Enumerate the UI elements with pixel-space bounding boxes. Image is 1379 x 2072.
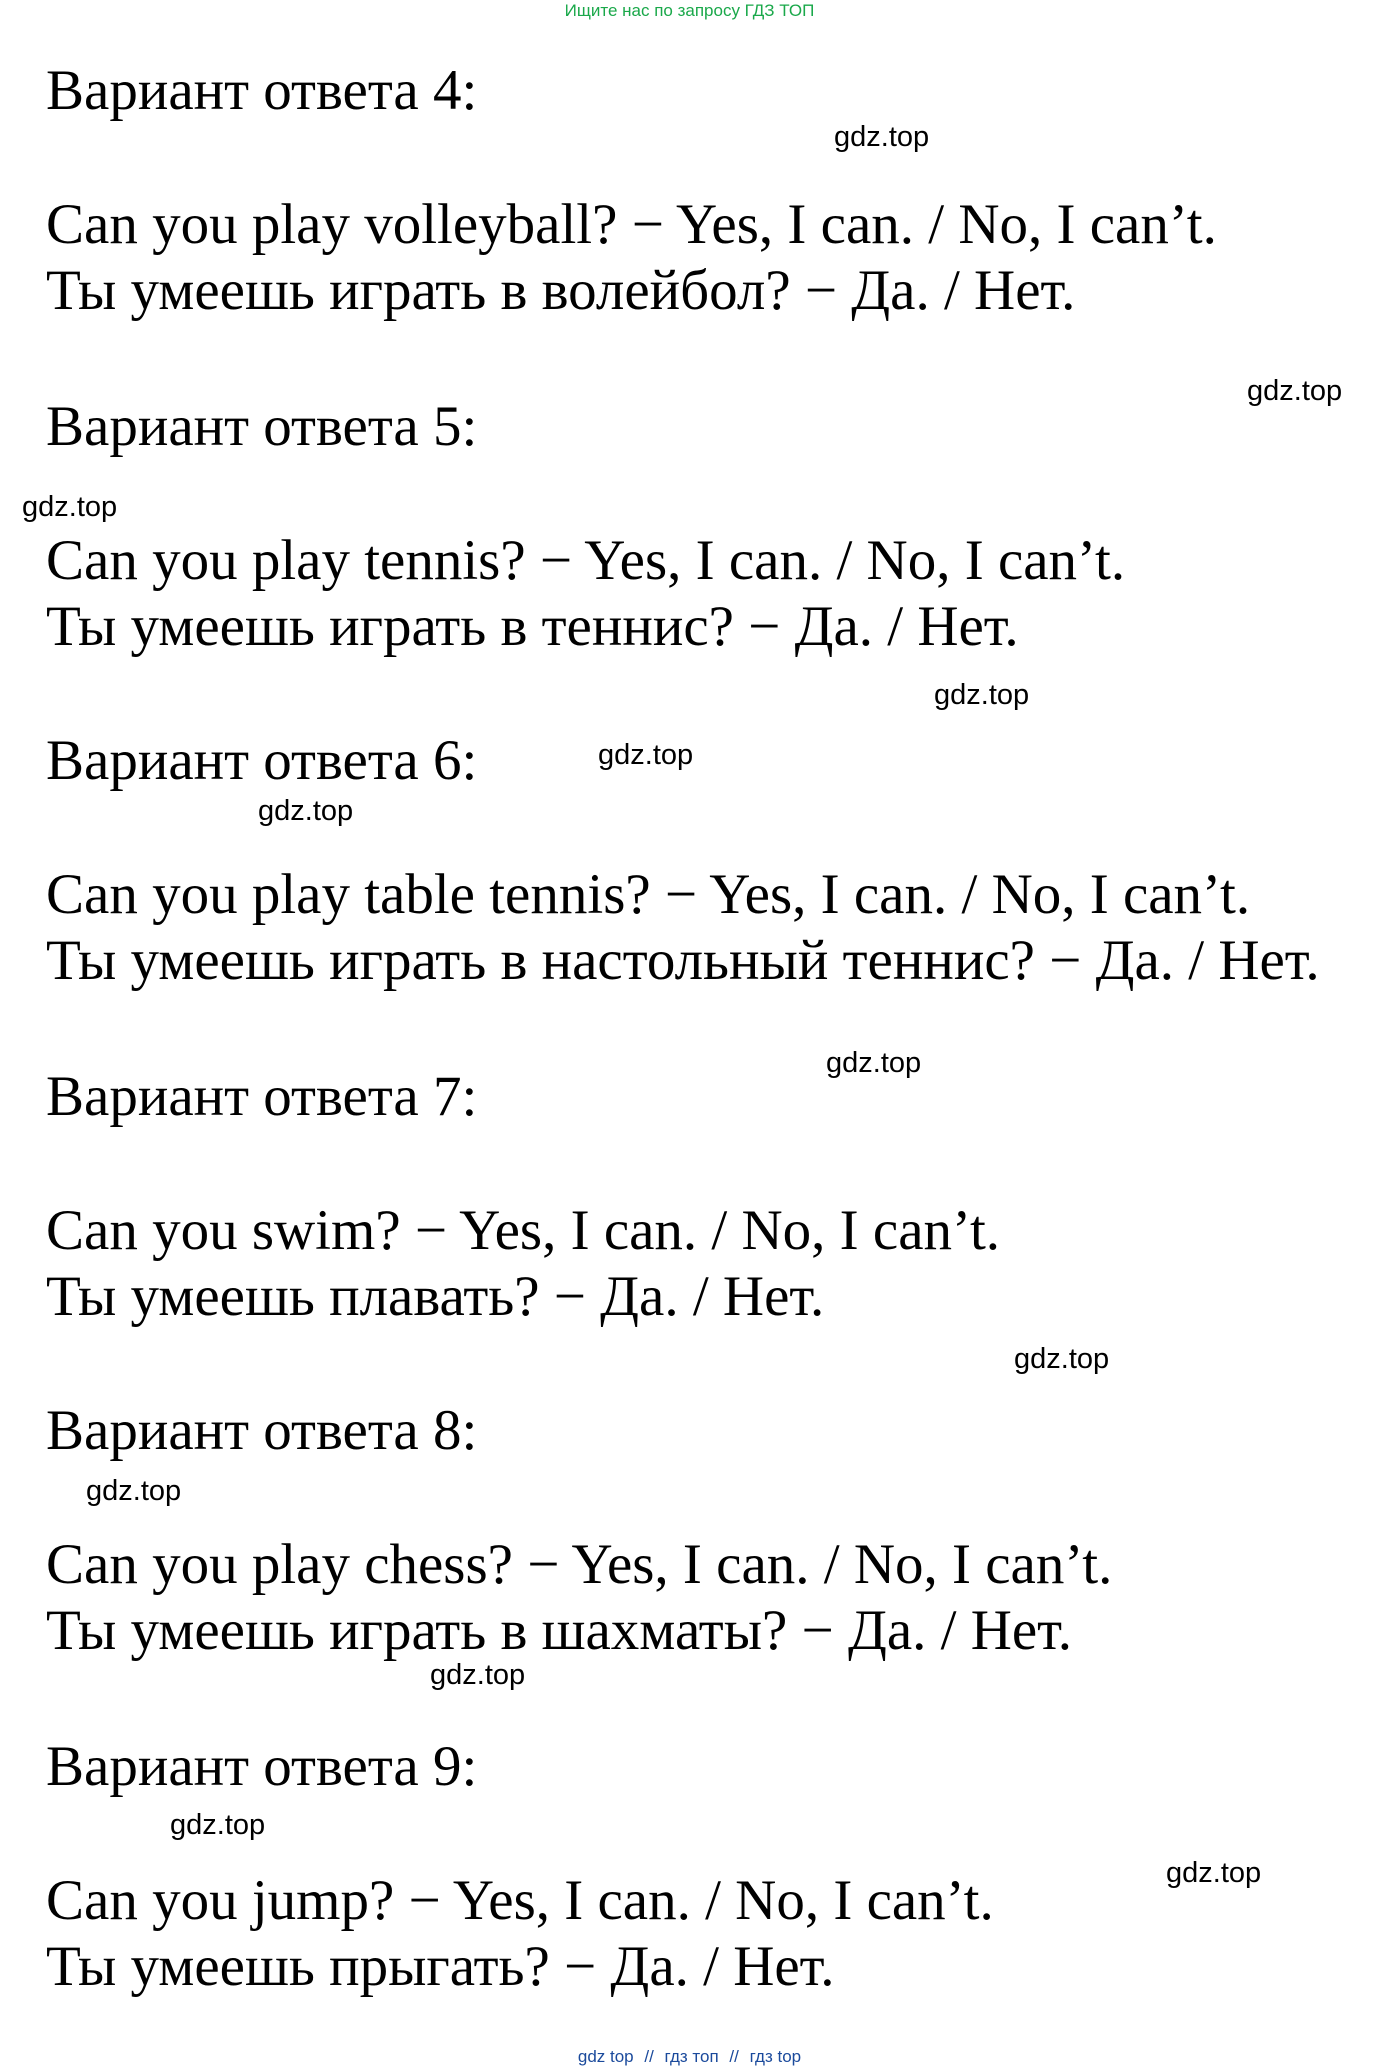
- watermark: gdz.top: [1247, 375, 1343, 407]
- footer-separator: //: [729, 2047, 739, 2066]
- watermark: gdz.top: [170, 1809, 266, 1841]
- watermark: gdz.top: [1166, 1857, 1262, 1889]
- answer-8-english: Can you play chess? − Yes, I can. / No, I can’t.: [46, 1533, 1113, 1596]
- footer-link-gdz-top-mixed[interactable]: гдз top: [749, 2047, 802, 2066]
- answer-6-heading: Вариант ответа 6:: [46, 729, 478, 792]
- answer-8-heading: Вариант ответа 8:: [46, 1399, 478, 1462]
- footer-link-gdz-top[interactable]: gdz top: [577, 2047, 634, 2066]
- watermark: gdz.top: [598, 739, 694, 771]
- watermark: gdz.top: [86, 1475, 182, 1507]
- answer-6-english: Can you play table tennis? − Yes, I can. / No, I can’t.: [46, 863, 1251, 926]
- footer-link-gdz-top-ru[interactable]: гдз топ: [664, 2047, 719, 2066]
- answer-5-english: Can you play tennis? − Yes, I can. / No, I can’t.: [46, 529, 1126, 592]
- answer-6-russian: Ты умеешь играть в настольный теннис? − Да. / Нет.: [46, 929, 1320, 992]
- footer-separator: //: [644, 2047, 654, 2066]
- footer: [0, 2046, 1379, 2068]
- answer-7-russian: Ты умеешь плавать? − Да. / Нет.: [46, 1265, 825, 1328]
- answer-4-russian: Ты умеешь играть в волейбол? − Да. / Нет.: [46, 259, 1076, 322]
- answer-4-english: Can you play volleyball? − Yes, I can. / No, I can’t.: [46, 193, 1217, 256]
- answer-7-heading: Вариант ответа 7:: [46, 1065, 478, 1128]
- answer-7-english: Can you swim? − Yes, I can. / No, I can’t.: [46, 1199, 1001, 1262]
- watermark: gdz.top: [826, 1047, 922, 1079]
- top-banner[interactable]: Ищите нас по запросу ГДЗ ТОП: [564, 1, 815, 20]
- answer-9-russian: Ты умеешь прыгать? − Да. / Нет.: [46, 1935, 835, 1998]
- watermark: gdz.top: [934, 679, 1030, 711]
- watermark: gdz.top: [834, 121, 930, 153]
- watermark: gdz.top: [1014, 1343, 1110, 1375]
- watermark: gdz.top: [430, 1659, 526, 1691]
- answer-9-heading: Вариант ответа 9:: [46, 1735, 478, 1798]
- answer-4-heading: Вариант ответа 4:: [46, 59, 478, 122]
- answer-9-english: Can you jump? − Yes, I can. / No, I can’t.: [46, 1869, 994, 1932]
- watermark: gdz.top: [258, 795, 354, 827]
- answer-5-russian: Ты умеешь играть в теннис? − Да. / Нет.: [46, 595, 1019, 658]
- watermark: gdz.top: [22, 491, 118, 523]
- answer-5-heading: Вариант ответа 5:: [46, 395, 478, 458]
- answer-8-russian: Ты умеешь играть в шахматы? − Да. / Нет.: [46, 1599, 1073, 1662]
